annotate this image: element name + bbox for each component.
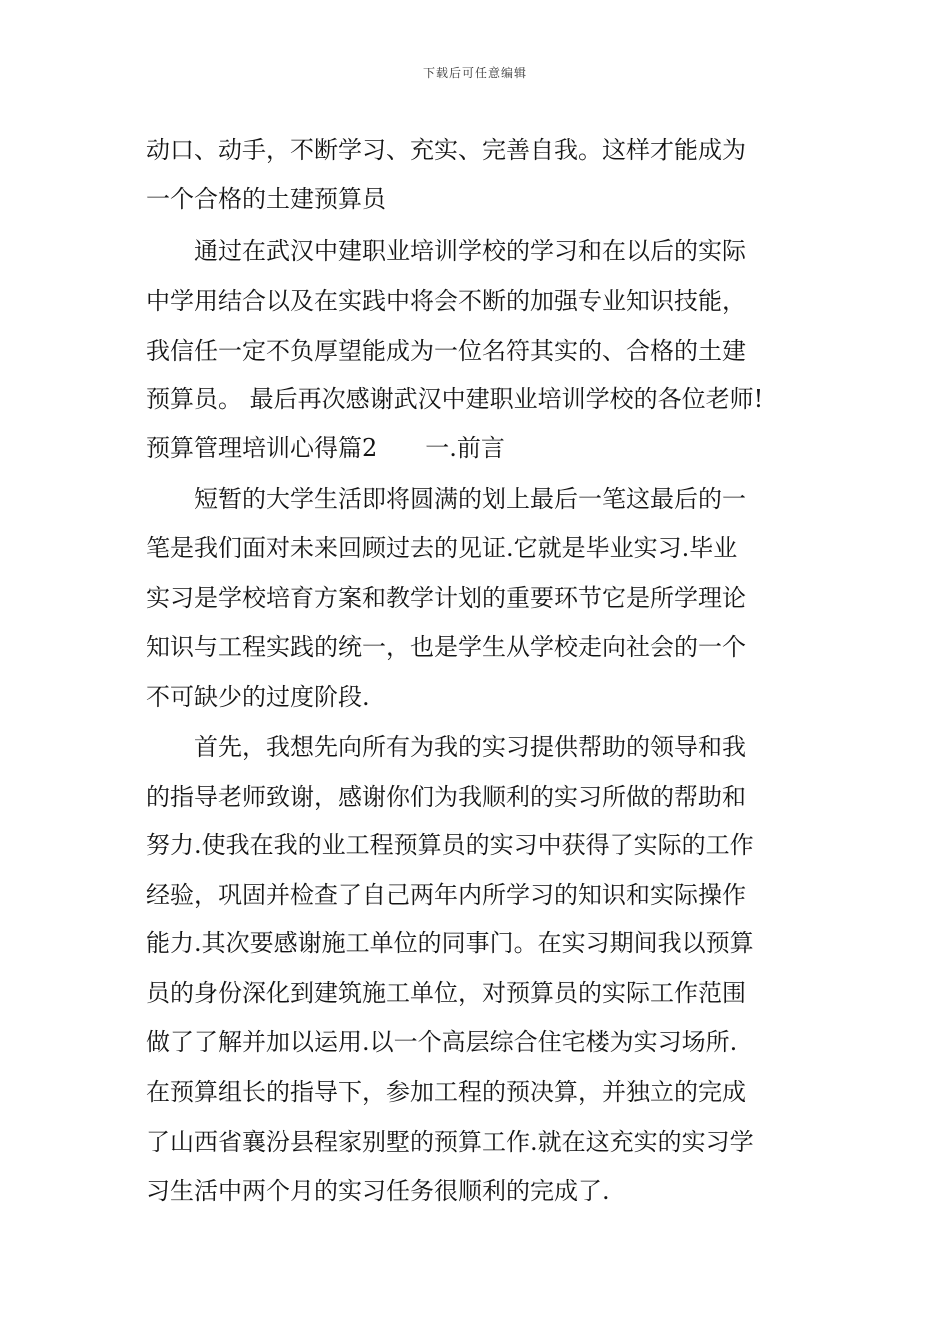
text-line: 了山西省襄汾县程家别墅的预算工作.就在这充实的实习学 [146,1128,754,1156]
text-line: 努力.使我在我的业工程预算员的实习中获得了实际的工作 [146,831,754,859]
page-header: 下载后可任意编辑 [422,66,527,80]
text-line: 预算员。 最后再次感谢武汉中建职业培训学校的各位老师! [146,385,764,413]
text-line: 的指导老师致谢，感谢你们为我顺利的实习所做的帮助和 [146,783,746,811]
text-line: 首先，我想先向所有为我的实习提供帮助的领导和我 [146,733,746,761]
text-line: 实习是学校培育方案和教学计划的重要环节它是所学理论 [146,584,746,612]
text-line: 做了了解并加以运用.以一个高层综合住宅楼为实习场所. [146,1028,738,1056]
text-line: 知识与工程实践的统一，也是学生从学校走向社会的一个 [146,633,746,661]
text-line: 员的身份深化到建筑施工单位，对预算员的实际工作范围 [146,979,746,1007]
text-line: 一个合格的土建预算员 [146,185,386,213]
text-line: 不可缺少的过度阶段. [146,683,370,711]
text-line: 中学用结合以及在实践中将会不断的加强专业知识技能， [146,287,746,315]
text-line: 笔是我们面对未来回顾过去的见证.它就是毕业实习.毕业 [146,534,738,562]
text-line: 我信任一定不负厚望能成为一位名符其实的、合格的土建 [146,337,746,365]
text-line: 经验，巩固并检查了自己两年内所学习的知识和实际操作 [146,881,746,909]
text-line: 通过在武汉中建职业培训学校的学习和在以后的实际 [146,237,746,265]
text-line: 习生活中两个月的实习任务很顺利的完成了. [146,1177,610,1205]
text-line: 动口、动手，不断学习、充实、完善自我。这样才能成为 [146,136,746,164]
text-line: 短暂的大学生活即将圆满的划上最后一笔这最后的一 [146,485,746,513]
text-line: 预算管理培训心得篇2 一.前言 [146,434,505,462]
text-line: 能力.其次要感谢施工单位的同事门。在实习期间我以预算 [146,929,754,957]
text-line: 在预算组长的指导下，参加工程的预决算，并独立的完成 [146,1078,746,1106]
